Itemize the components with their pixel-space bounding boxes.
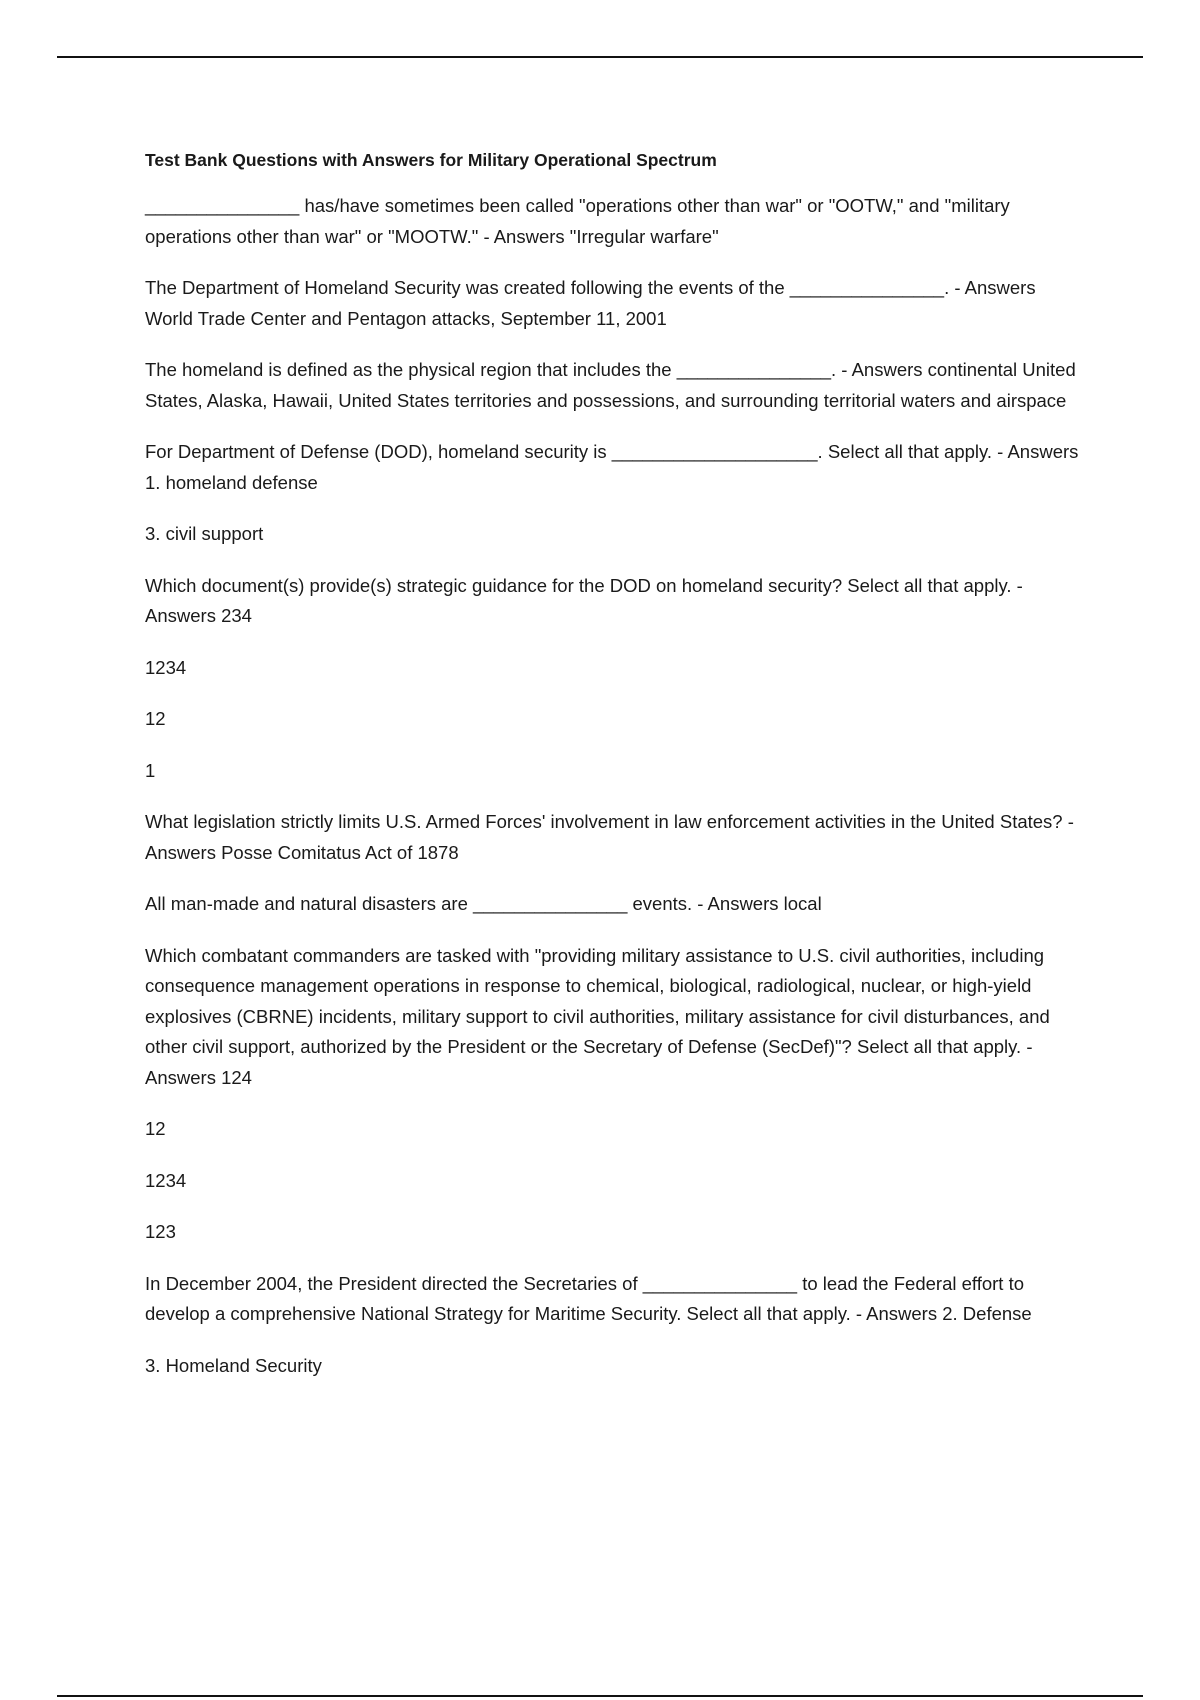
paragraph: For Department of Defense (DOD), homeland security is ____________________. Select all that apply. - Answers 1. homeland defense [145, 441, 1079, 493]
paragraph: Which combatant commanders are tasked with "providing military assistance to U.S. civil authorities, including consequence management operations in response to chemical, biological, radiological, nuclear, or high-yield explosives (CBRNE) incidents, military support to civil authorities, military assistance for civil disturbances, and other civil support, authorized by the President or the Secretary of Defense (SecDef)"? Select all that apply. - Answers 124 [145, 944, 1050, 1088]
paragraph: 123 [145, 1221, 176, 1242]
bottom-rule [57, 1695, 1143, 1697]
document-title: Test Bank Questions with Answers for Military Operational Spectrum [145, 150, 717, 170]
paragraph: What legislation strictly limits U.S. Armed Forces' involvement in law enforcement activities in the United States? - Answers Posse Comitatus Act of 1878 [145, 811, 1074, 863]
paragraph: 1234 [145, 656, 187, 678]
paragraph: All man-made and natural disasters are _______________ events. - Answers local [145, 893, 822, 914]
paragraph: The homeland is defined as the physical region that includes the _______________. - Answers continental United States, Alaska, Hawaii, United States territories and possessions, and surrounding territorial waters and airspace [145, 359, 1076, 411]
paragraph: _______________ has/have sometimes been called "operations other than war" or "OOTW," and "military operations other than war" or "MOOTW." - Answers "Irregular warfare" [145, 195, 1010, 247]
paragraph: Which document(s) provide(s) strategic guidance for the DOD on homeland security? Select all that apply. - Answers 234 [145, 574, 1023, 626]
paragraph: 12 [145, 1118, 166, 1139]
paragraph: 12 [145, 708, 166, 729]
top-rule [57, 56, 1143, 58]
paragraph: The Department of Homeland Security was created following the events of the _______________. - Answers World Trade Center and Pentagon attacks, September 11, 2001 [145, 277, 1036, 329]
paragraph: 3. civil support [145, 523, 264, 544]
document-body [145, 145, 1085, 1402]
paragraph: 3. Homeland Security [145, 1354, 322, 1376]
paragraph: 1 [145, 759, 156, 781]
paragraph: 1234 [145, 1169, 187, 1191]
paragraph: In December 2004, the President directed the Secretaries of _______________ to lead the Federal effort to develop a comprehensive National Strategy for Maritime Security. Select all that apply. - Answers 2. Defense [145, 1272, 1032, 1324]
